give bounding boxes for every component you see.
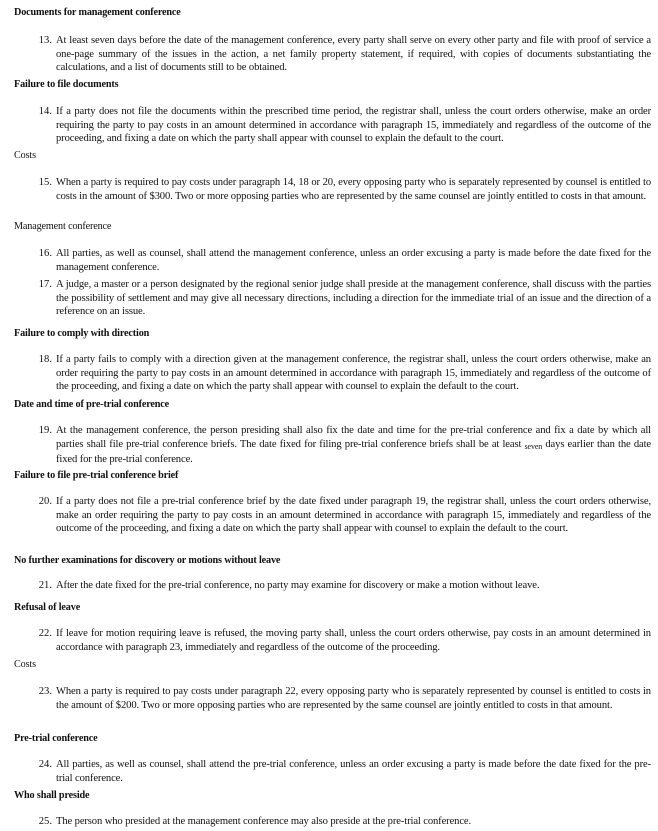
paragraph-text: When a party is required to pay costs under paragraph 22, every opposing party who is separately represented by counsel is entitled to costs in the amount of $200. Two or more opposing parties who are represented by the same counsel are jointly entitled to costs in that amount. bbox=[56, 686, 651, 711]
paragraph-number: 13. bbox=[38, 35, 52, 46]
paragraph-22 bbox=[33, 627, 651, 654]
paragraph-number: 24. bbox=[38, 759, 52, 770]
section-heading: Date and time of pre-trial conference bbox=[14, 399, 170, 410]
paragraph-24 bbox=[33, 758, 651, 785]
paragraph-17 bbox=[33, 278, 651, 319]
paragraph-text: The person who presided at the management conference may also preside at the pre-trial conference. bbox=[56, 816, 472, 827]
paragraph-text: A judge, a master or a person designated by the regional senior judge shall preside at the management conference, shall discuss with the parties the possibility of settlement and may give all necessary directions, including a direction for the immediate trial of an issue and the direction of a reference on an issue. bbox=[56, 279, 651, 318]
paragraph-23 bbox=[33, 685, 651, 712]
paragraph-16 bbox=[33, 247, 651, 274]
inserted-word: seven bbox=[524, 441, 543, 451]
paragraph-25 bbox=[33, 815, 651, 829]
paragraph-number: 21. bbox=[38, 580, 52, 591]
paragraph-text: If a party does not file a pre-trial conference brief by the date fixed under paragraph 19, the registrar shall, unless the court orders otherwise, make an order requiring the party to pay costs in an amount determined in accordance with paragraph 15, immediately and regardless of the outcome of the proceeding, and fixing a date on which the party shall appear with counsel to explain the default to the court. bbox=[56, 496, 651, 535]
paragraph-text: If leave for motion requiring leave is refused, the moving party shall, unless the court orders otherwise, pay costs in an amount determined in accordance with paragraph 23, immediately and regardless of the outcome of the proceeding. bbox=[56, 628, 651, 653]
paragraph-text-part: At the management conference, the person presiding shall also fix the date and time for the pre-trial conference and fix a date by which all parties shall file pre-trial conference briefs. The date fixed for filing pre-trial conference briefs shall be at least bbox=[56, 425, 651, 450]
paragraph-21 bbox=[33, 579, 651, 593]
paragraph-text: If a party fails to comply with a direction given at the management conference, the registrar shall, unless the court orders otherwise, make an order requiring the party to pay costs in an amount determined in accordance with paragraph 15, immediately and regardless of the outcome of the proceeding, and fixing a date on which the party shall appear with counsel to explain the default to the court. bbox=[56, 354, 651, 393]
paragraph-number: 23. bbox=[38, 686, 52, 697]
paragraph-text: At least seven days before the date of the management conference, every party shall serve on every other party and file with proof of service a one-page summary of the issues in the action, a net family property statement, if required, with copies of documents substantiating the calculations, and a list of documents still to be obtained. bbox=[56, 35, 651, 74]
paragraph-text: All parties, as well as counsel, shall attend the management conference, unless an order excusing a party is made before the date fixed for the management conference. bbox=[56, 248, 651, 273]
paragraph-number: 17. bbox=[38, 279, 52, 290]
paragraph-number: 20. bbox=[38, 496, 52, 507]
paragraph-19 bbox=[33, 424, 651, 467]
section-heading: No further examinations for discovery or motions without leave bbox=[14, 555, 281, 566]
paragraph-text-part: days earlier than the date fixed for the pre-trial conference. bbox=[56, 438, 651, 466]
paragraph-number: 16. bbox=[38, 248, 52, 259]
paragraph-number: 14. bbox=[38, 106, 52, 117]
section-heading: Failure to file documents bbox=[14, 79, 119, 90]
paragraph-20 bbox=[33, 495, 651, 536]
section-heading: Refusal of leave bbox=[14, 602, 81, 613]
paragraph-text: All parties, as well as counsel, shall attend the pre-trial conference, unless an order excusing a party is made before the date fixed for the pre-trial conference. bbox=[56, 759, 651, 784]
paragraph-number: 18. bbox=[38, 354, 52, 365]
section-heading: Costs bbox=[14, 150, 36, 161]
paragraph-text: After the date fixed for the pre-trial conference, no party may examine for discovery or make a motion without leave. bbox=[56, 580, 540, 591]
paragraph-13 bbox=[33, 34, 651, 75]
paragraph-number: 25. bbox=[38, 816, 52, 827]
section-heading: Documents for management conference bbox=[14, 7, 181, 18]
paragraph-number: 19. bbox=[38, 425, 52, 436]
section-heading: Who shall preside bbox=[14, 790, 90, 801]
section-heading: Costs bbox=[14, 659, 36, 670]
section-heading: Failure to comply with direction bbox=[14, 328, 150, 339]
paragraph-number: 15. bbox=[38, 177, 52, 188]
section-heading: Failure to file pre-trial conference brief bbox=[14, 470, 179, 481]
paragraph-14 bbox=[33, 105, 651, 146]
section-heading: Pre-trial conference bbox=[14, 733, 98, 744]
section-heading: Management conference bbox=[14, 221, 112, 232]
paragraph-text: If a party does not file the documents within the prescribed time period, the registrar shall, unless the court orders otherwise, make an order requiring the party to pay costs in an amount determined in accordance with paragraph 15, immediately and regardless of the outcome of the proceeding, and fixing a date on which the party shall appear with counsel to explain the default to the court. bbox=[56, 106, 651, 145]
paragraph-18 bbox=[33, 353, 651, 394]
paragraph-text: When a party is required to pay costs under paragraph 14, 18 or 20, every opposing party who is separately represented by counsel is entitled to costs in the amount of $300. Two or more opposing parties who are represented by the same counsel are jointly entitled to costs in that amount. bbox=[56, 177, 651, 202]
paragraph-15 bbox=[33, 176, 651, 203]
paragraph-text bbox=[56, 424, 651, 467]
paragraph-number: 22. bbox=[38, 628, 52, 639]
